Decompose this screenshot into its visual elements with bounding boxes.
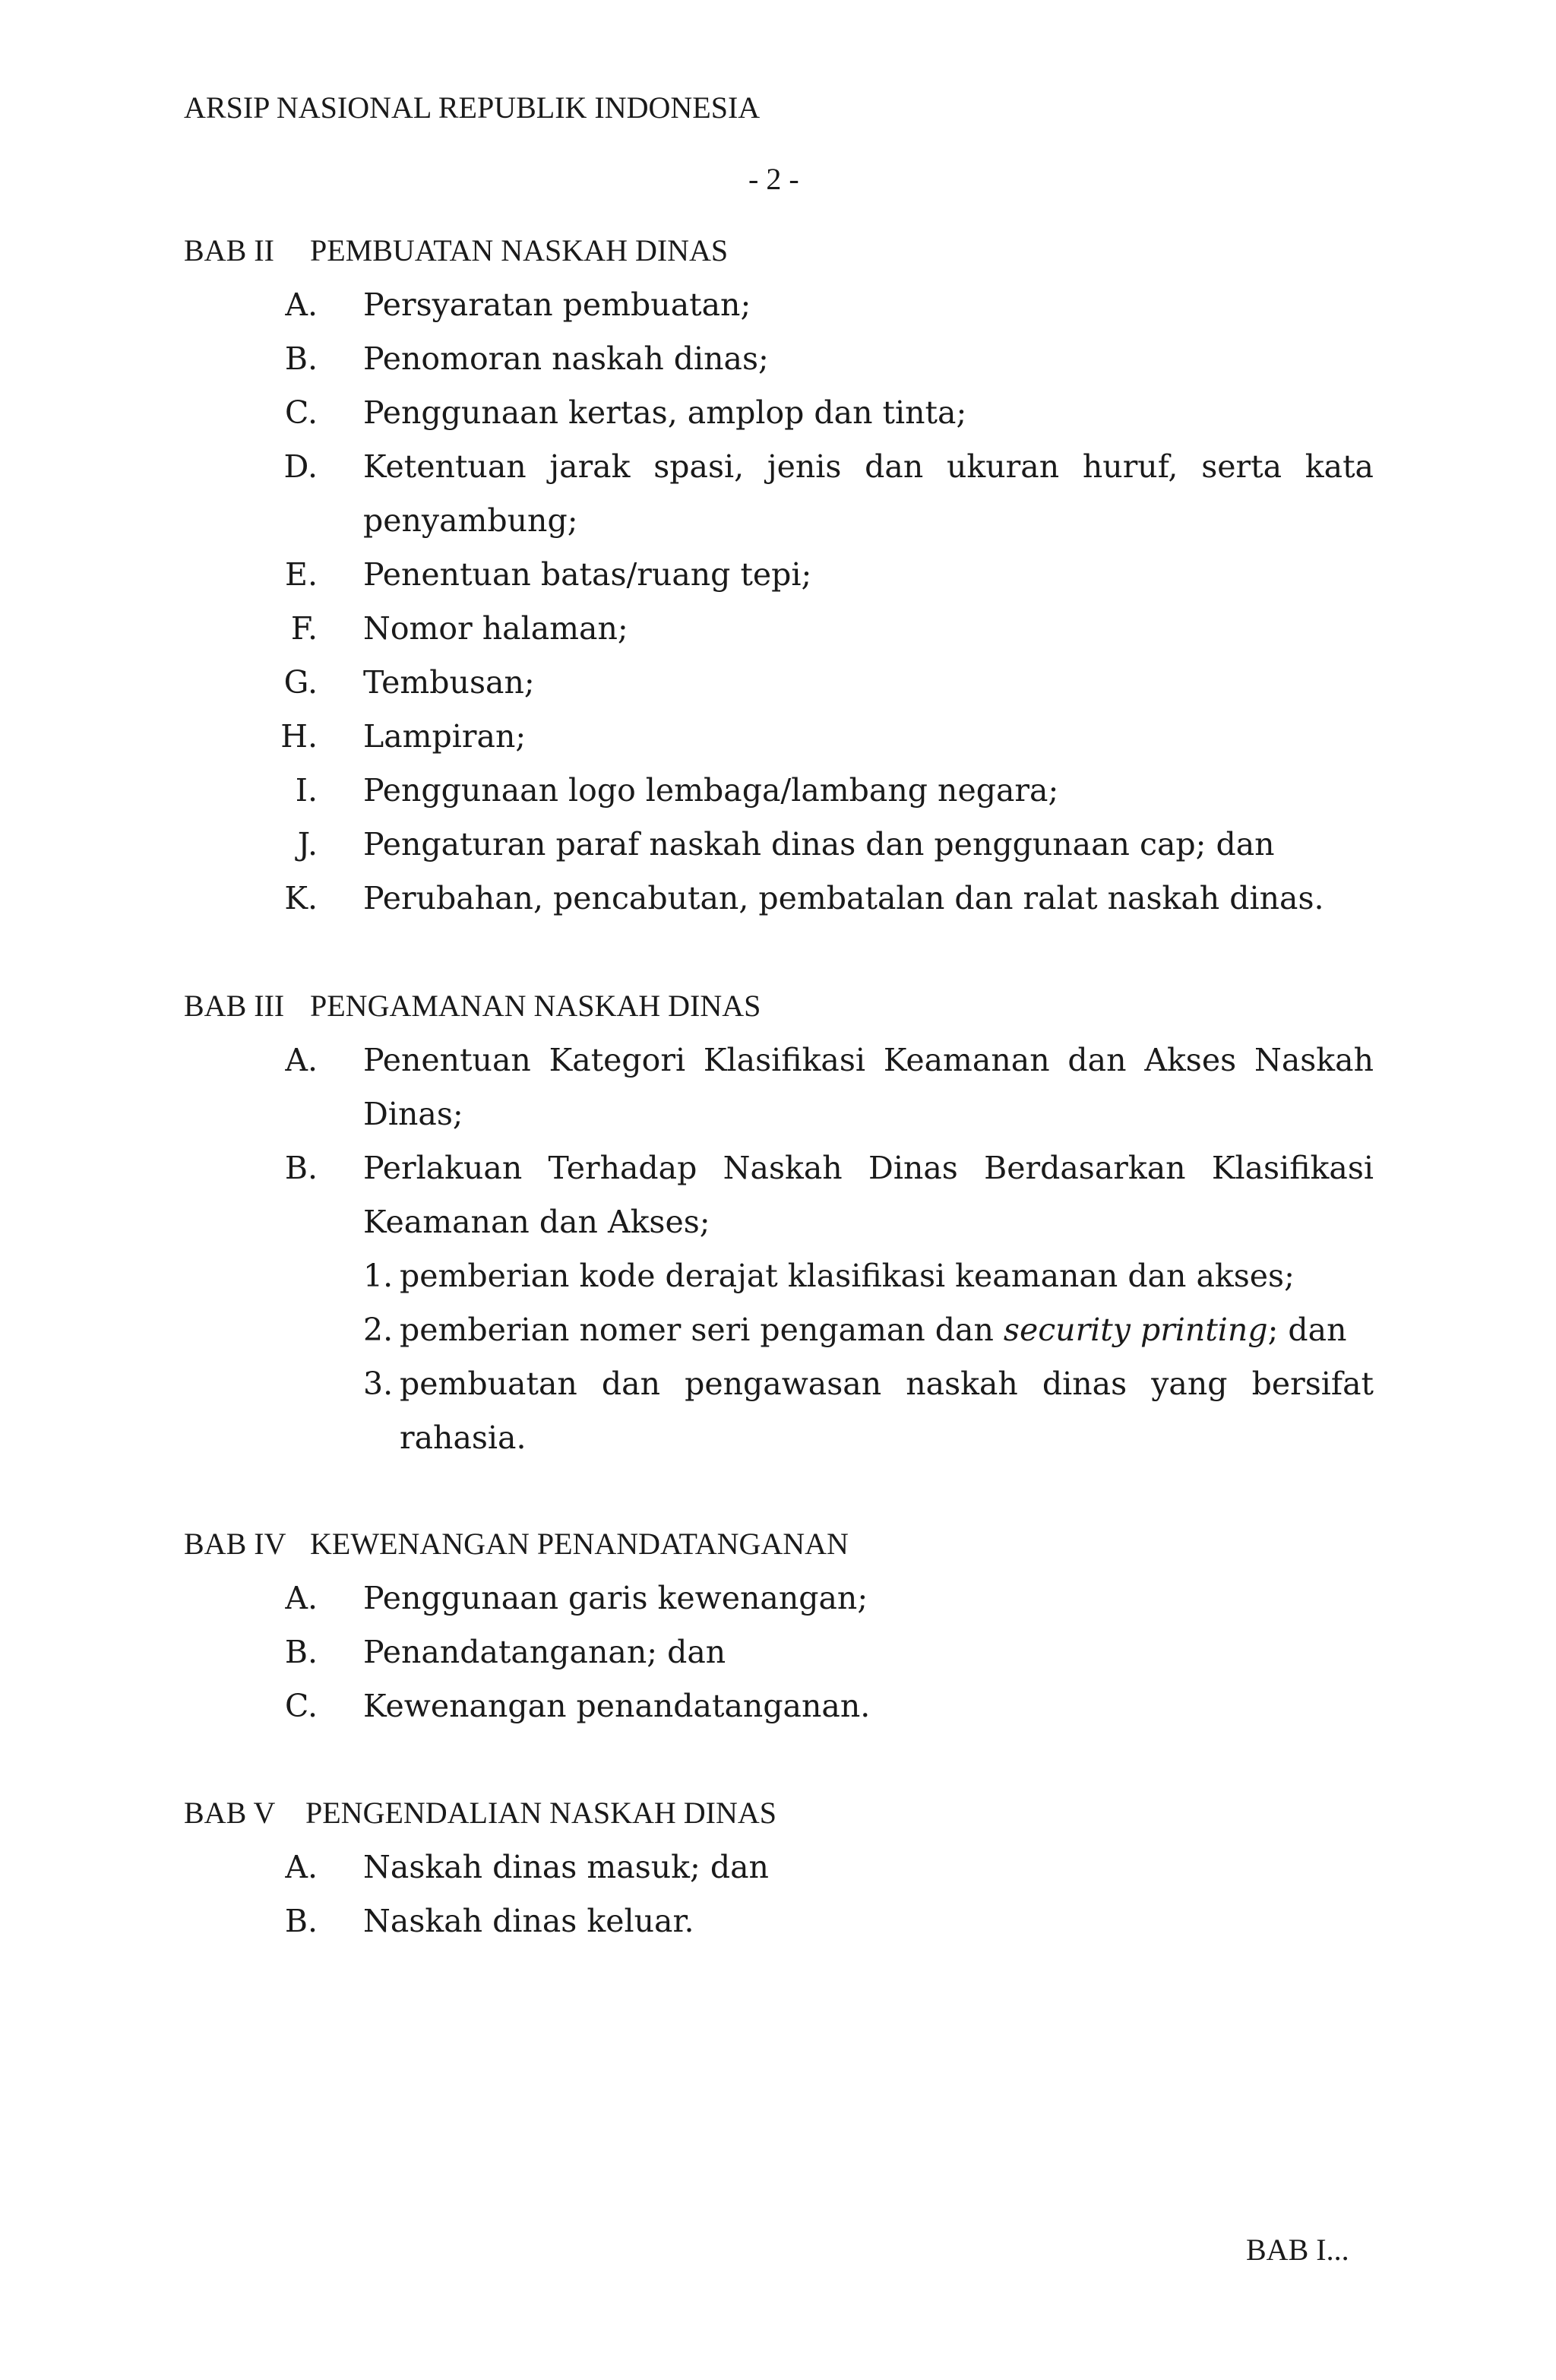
item-text: Tembusan; — [363, 664, 535, 701]
section-number: BAB V — [184, 1796, 276, 1830]
item-text-line: Dinas; — [363, 1096, 463, 1132]
sub-item-number: 1. — [363, 1258, 394, 1294]
item-text: Penandatanganan; dan — [363, 1634, 726, 1670]
item-letter: B. — [284, 1150, 318, 1186]
section-title: PENGAMANAN NASKAH DINAS — [310, 989, 761, 1023]
item-letter: A. — [285, 286, 318, 323]
item-text: Penentuan batas/ruang tepi; — [363, 556, 812, 593]
section-title: KEWENANGAN PENANDATANGANAN — [310, 1527, 849, 1561]
sub-item-text-start: pemberian nomer seri pengaman dan — [400, 1312, 1004, 1348]
item-text: Kewenangan penandatanganan. — [363, 1688, 871, 1724]
item-text-line: Ketentuan jarak spasi, jenis dan ukuran huruf, serta kata — [363, 448, 1374, 485]
section-number: BAB III — [184, 989, 285, 1023]
item-text: Naskah dinas masuk; dan — [363, 1849, 769, 1885]
item-text: Persyaratan pembuatan; — [363, 286, 751, 323]
item-text: Penomoran naskah dinas; — [363, 340, 769, 377]
sub-item-number: 3. — [363, 1366, 394, 1402]
item-letter: F. — [290, 610, 318, 647]
item-text-line: Keamanan dan Akses; — [363, 1204, 710, 1240]
section-title: PENGENDALIAN NASKAH DINAS — [305, 1796, 776, 1830]
item-text: Naskah dinas keluar. — [363, 1903, 694, 1939]
sub-item-text-line: rahasia. — [400, 1419, 527, 1456]
item-letter: C. — [285, 394, 318, 431]
sub-item-text-italic: security printing — [1003, 1312, 1268, 1348]
item-letter: G. — [283, 664, 318, 701]
item-text: Nomor halaman; — [363, 610, 628, 647]
item-text: Pengaturan paraf naskah dinas dan penggunaan cap; dan — [363, 826, 1275, 862]
sub-item-text: pemberian kode derajat klasifikasi keamanan dan akses; — [400, 1258, 1295, 1294]
item-letter: A. — [285, 1849, 318, 1885]
item-text-line: penyambung; — [363, 502, 578, 539]
section-number: BAB IV — [184, 1527, 286, 1561]
item-text: Penggunaan kertas, amplop dan tinta; — [363, 394, 967, 431]
item-text: Perubahan, pencabutan, pembatalan dan ralat naskah dinas. — [363, 880, 1324, 916]
item-text: Lampiran; — [363, 718, 527, 755]
item-letter: A. — [285, 1042, 318, 1078]
page-footer-continuation: BAB I... — [1246, 2233, 1349, 2267]
item-letter: I. — [295, 772, 318, 809]
item-letter: K. — [284, 880, 318, 916]
item-letter: A. — [285, 1580, 318, 1616]
section-number: BAB II — [184, 233, 274, 267]
item-letter: H. — [280, 718, 318, 755]
item-text: Penggunaan garis kewenangan; — [363, 1580, 868, 1616]
sub-item-text — [400, 1312, 1347, 1348]
item-letter: E. — [285, 556, 318, 593]
sub-item-text-line: pembuatan dan pengawasan naskah dinas yang bersifat — [400, 1366, 1374, 1402]
item-letter: B. — [284, 1634, 318, 1670]
section-title: PEMBUATAN NASKAH DINAS — [310, 233, 729, 267]
item-text: Penggunaan logo lembaga/lambang negara; — [363, 772, 1059, 809]
item-letter: J. — [297, 826, 318, 862]
page-number: - 2 - — [748, 162, 799, 196]
item-letter: C. — [285, 1688, 318, 1724]
item-letter: B. — [284, 1903, 318, 1939]
item-text-line: Perlakuan Terhadap Naskah Dinas Berdasarkan Klasifikasi — [363, 1150, 1374, 1186]
item-text-line: Penentuan Kategori Klasifikasi Keamanan dan Akses Naskah — [363, 1042, 1374, 1078]
item-letter: B. — [284, 340, 318, 377]
sub-item-number: 2. — [363, 1312, 394, 1348]
item-letter: D. — [283, 448, 318, 485]
sub-item-text-end: ; dan — [1267, 1312, 1347, 1348]
document-header: ARSIP NASIONAL REPUBLIK INDONESIA — [184, 90, 761, 125]
